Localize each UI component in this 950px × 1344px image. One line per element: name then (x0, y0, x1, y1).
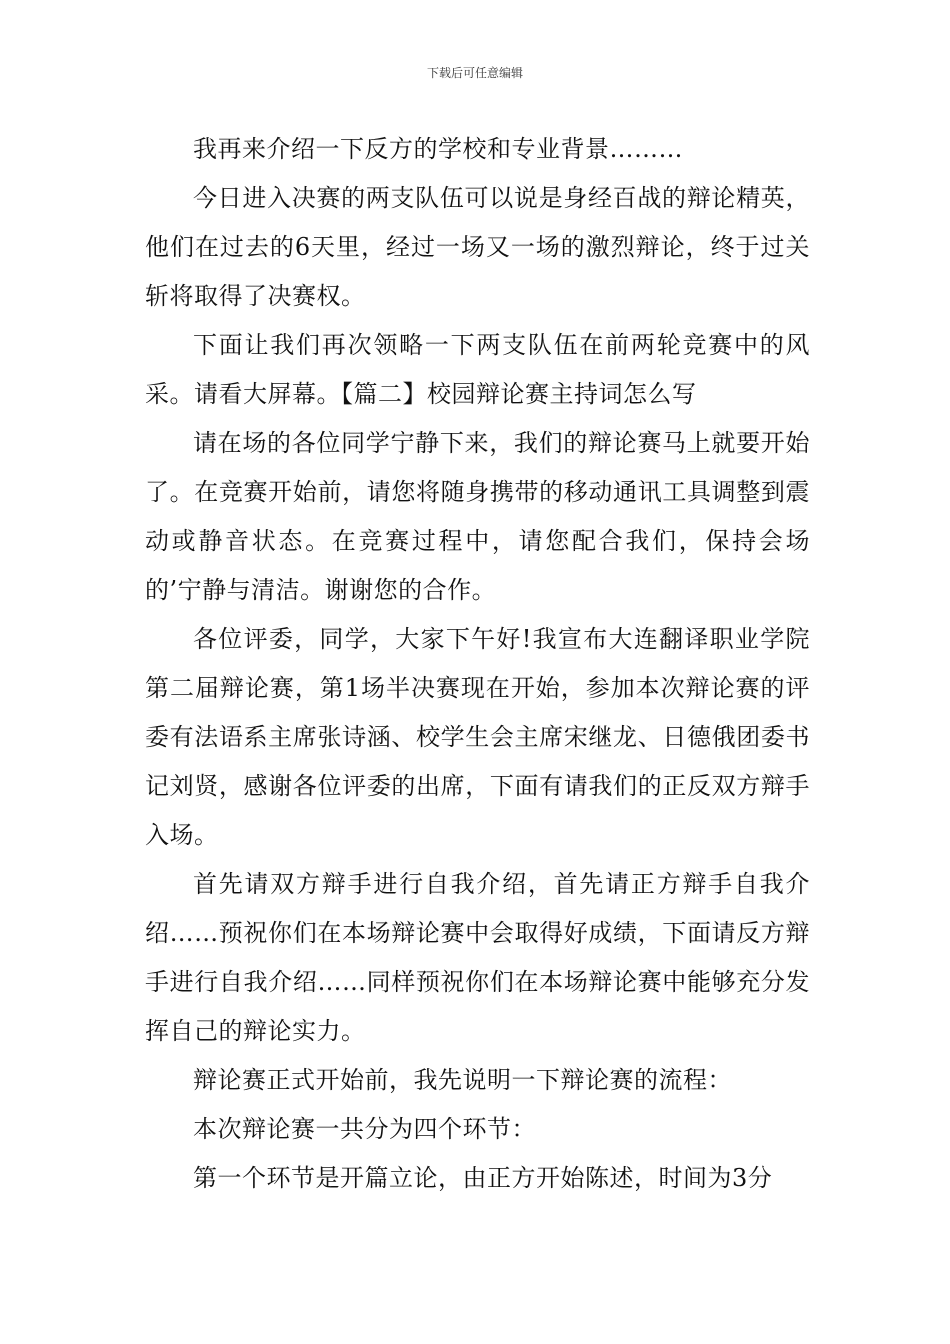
paragraph-6: 首先请双方辩手进行自我介绍，首先请正方辩手自我介绍……预祝你们在本场辩论赛中会取得好成绩，下面请反方辩手进行自我介绍……同样预祝你们在本场辩论赛中能够充分发挥自己的辩论实力。 (145, 870, 810, 1045)
paragraph-8: 本次辩论赛一共分为四个环节： (193, 1115, 536, 1143)
paragraph-2: 今日进入决赛的两支队伍可以说是身经百战的辩论精英，他们在过去的6天里，经过一场又一场的激烈辩论，终于过关斩将取得了决赛权。 (145, 184, 810, 310)
paragraph-1: 我再来介绍一下反方的学校和专业背景……… (193, 135, 683, 163)
paragraph-4: 请在场的各位同学宁静下来，我们的辩论赛马上就要开始了。在竞赛开始前，请您将随身携带的移动通讯工具调整到震动或静音状态。在竞赛过程中，请您配合我们，保持会场的’宁静与清洁。谢谢您的合作。 (145, 429, 810, 604)
paragraph-7: 辩论赛正式开始前，我先说明一下辩论赛的流程： (193, 1066, 732, 1094)
paragraph-9: 第一个环节是开篇立论，由正方开始陈述，时间为3分 (193, 1164, 773, 1192)
paragraph-3: 下面让我们再次领略一下两支队伍在前两轮竞赛中的风采。请看大屏幕。【篇二】校园辩论赛主持词怎么写 (145, 331, 810, 408)
page-header-note: 下载后可任意编辑 (426, 66, 523, 80)
paragraph-5: 各位评委，同学，大家下午好!我宣布大连翻译职业学院第二届辩论赛，第1场半决赛现在开始，参加本次辩论赛的评委有法语系主席张诗涵、校学生会主席宋继龙、日德俄团委书记刘贤，感谢各位评委的出席，下面有请我们的正反双方辩手入场。 (145, 625, 810, 849)
document-body (145, 125, 810, 1203)
